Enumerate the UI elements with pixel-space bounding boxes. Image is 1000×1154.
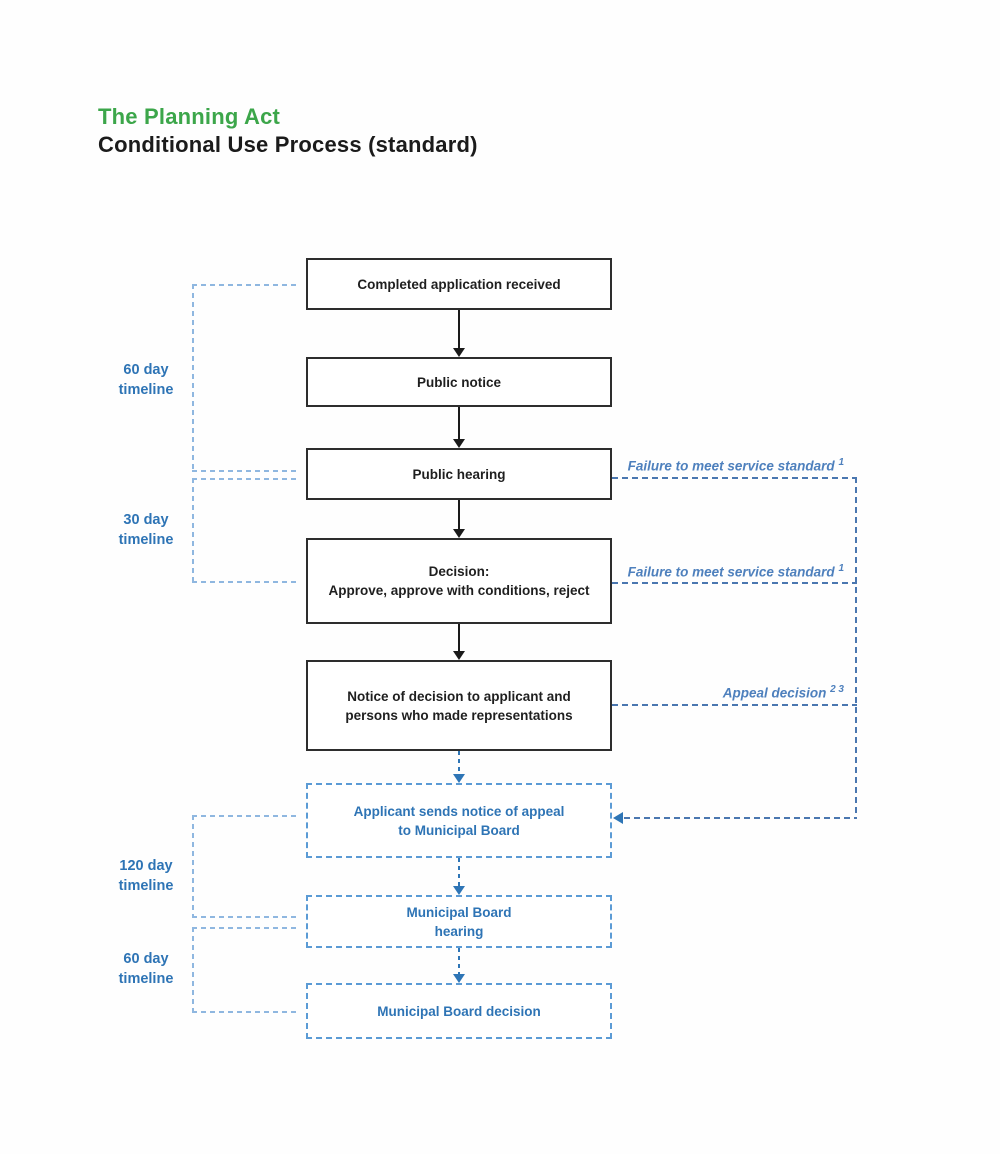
connector-line-decision xyxy=(612,582,857,584)
arrow-left-icon xyxy=(613,812,623,824)
timeline-label-60-day-bottom xyxy=(90,949,202,989)
flow-box-label: Applicant sends notice of appeal xyxy=(353,803,565,819)
timeline-label-line: 60 day xyxy=(123,951,169,967)
timeline-label-line: timeline xyxy=(118,532,174,548)
annotation-footnote-ref: 2 3 xyxy=(830,684,844,695)
annotation-text: Failure to meet service standard xyxy=(627,458,835,474)
annotation-failure-service-standard-1 xyxy=(612,457,844,474)
page-title: The Planning Act xyxy=(98,104,281,129)
bracket-line xyxy=(192,478,298,480)
flow-box-label: Approve, approve with conditions, reject xyxy=(328,583,590,598)
bracket-line xyxy=(192,470,298,472)
bracket-line xyxy=(192,815,298,817)
annotation-failure-service-standard-2 xyxy=(612,563,844,580)
annotation-footnote-ref: 1 xyxy=(838,457,844,468)
flow-box-applicant-appeal xyxy=(306,783,612,858)
arrow-line xyxy=(458,624,460,651)
flow-box-label: Municipal Board xyxy=(406,904,512,920)
timeline-label-line: 60 day xyxy=(123,362,169,378)
annotation-text: Appeal decision xyxy=(722,685,827,701)
timeline-label-line: timeline xyxy=(118,382,174,398)
timeline-label-line: timeline xyxy=(118,971,174,987)
bracket-line xyxy=(192,927,298,929)
bracket-line xyxy=(192,581,298,583)
bracket-line xyxy=(192,284,298,286)
arrow-down-icon xyxy=(453,974,465,983)
arrow-line xyxy=(458,500,460,529)
connector-line-return xyxy=(624,817,857,819)
timeline-label-60-day-top xyxy=(90,360,202,400)
flow-box-municipal-board-hearing xyxy=(306,895,612,948)
arrow-down-icon xyxy=(453,348,465,357)
arrow-line xyxy=(458,858,460,886)
timeline-label-30-day xyxy=(90,510,202,550)
flow-box-completed-application-received xyxy=(306,258,612,310)
flow-box-label: Municipal Board decision xyxy=(377,1003,541,1019)
timeline-label-120-day xyxy=(90,856,202,896)
arrow-down-icon xyxy=(453,886,465,895)
flow-box-label: persons who made representations xyxy=(345,707,573,723)
flow-box-label: hearing xyxy=(434,923,484,939)
arrow-down-icon xyxy=(453,774,465,783)
flow-box-label: Notice of decision to applicant and xyxy=(347,688,571,704)
timeline-label-line: 120 day xyxy=(119,858,173,874)
flow-box-decision xyxy=(306,538,612,624)
timeline-label-line: 30 day xyxy=(123,512,169,528)
flow-box-municipal-board-decision xyxy=(306,983,612,1039)
connector-line-notice-of-decision xyxy=(612,704,857,706)
arrow-line xyxy=(458,310,460,348)
flow-box-label: Public hearing xyxy=(412,466,506,482)
flow-box-public-notice xyxy=(306,357,612,407)
flow-box-label: Decision: xyxy=(428,564,490,579)
bracket-line xyxy=(192,1011,298,1013)
annotation-text: Failure to meet service standard xyxy=(627,564,835,580)
arrow-down-icon xyxy=(453,529,465,538)
arrow-line xyxy=(458,751,460,774)
bracket-line xyxy=(192,916,298,918)
timeline-label-line: timeline xyxy=(118,878,174,894)
connector-line-public-hearing xyxy=(612,477,857,479)
annotation-appeal-decision xyxy=(612,684,844,701)
flow-box-public-hearing xyxy=(306,448,612,500)
flow-box-label: Completed application received xyxy=(357,276,561,292)
arrow-line xyxy=(458,407,460,439)
connector-line-vertical xyxy=(855,477,857,819)
page-subtitle: Conditional Use Process (standard) xyxy=(98,132,478,157)
flow-box-notice-of-decision xyxy=(306,660,612,751)
annotation-footnote-ref: 1 xyxy=(838,563,844,574)
arrow-down-icon xyxy=(453,651,465,660)
arrow-down-icon xyxy=(453,439,465,448)
arrow-line xyxy=(458,948,460,974)
flow-box-label: to Municipal Board xyxy=(398,822,520,838)
flow-box-label: Public notice xyxy=(416,374,501,390)
